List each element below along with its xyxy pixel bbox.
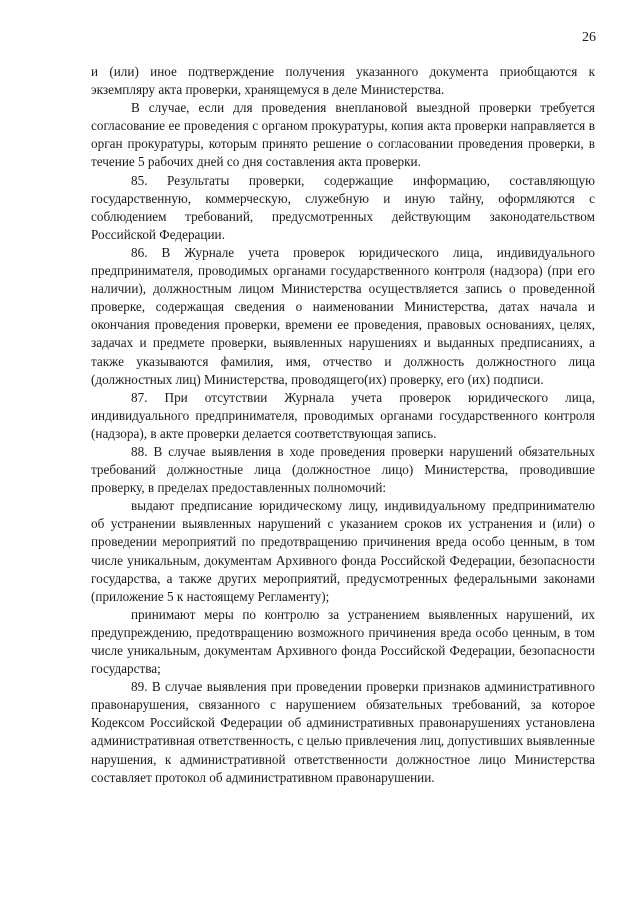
paragraph-88: 88. В случае выявления в ходе проведения проверки нарушений обязательных требований должностные лица (должностное лицо) Министерства, проводившие проверку, в пределах предоставленных полномочий: — [91, 443, 595, 496]
paragraph-88-order: выдают предписание юридическому лицу, индивидуальному предпринимателю об устранении выявленных нарушений с указанием сроков их устранения и (или) о проведении мероприятий по предотвращению причинения вреда особо ценным, в том числе уникальным, документам Архивного фонда Российской Федерации, безопасности государства, а также других мероприятий, предусмотренных федеральными законами (приложение 5 к настоящему Регламенту); — [91, 498, 595, 604]
paragraph-prosecutor-approval: В случае, если для проведения внеплановой выездной проверки требуется согласование ее проведения с органом прокуратуры, копия акта проверки направляется в орган прокуратуры, которым принято решение о согласовании проведения проверки, в течение 5 рабочих дней со дня составления акта проверки. — [91, 100, 595, 170]
paragraph-89: 89. В случае выявления при проведении проверки признаков административного правонарушения, связанного с нарушением обязательных требований, за которое Кодексом Российской Федерации об административных правонарушениях установлена административная ответственность, с целью привлечения лиц, допустивших выявленные нарушения, к административной ответственности должностное лицо Министерства составляет протокол об административном правонарушении. — [91, 679, 595, 785]
page-number: 26 — [582, 30, 596, 45]
paragraph-87: 87. При отсутствии Журнала учета проверок юридического лица, индивидуального предпринимателя, проводимых органами государственного контроля (надзора), в акте проверки делается соответствующая запись. — [91, 389, 595, 441]
paragraph-continuation: и (или) иное подтверждение получения указанного документа приобщаются к экземпляру акта проверки, хранящемуся в деле Министерства. — [91, 64, 595, 98]
paragraph-86: 86. В Журнале учета проверок юридического лица, индивидуального предпринимателя, проводимых органами государственного контроля (надзора) (при его наличии), должностным лицом Министерства осуществляется запись о проведенной проверке, содержащая сведения о наименовании Министерства, датах начала и окончания проведения проверки, времени ее проведения, правовых основаниях, целях, задачах и предмете проверки, выявленных нарушениях и выданных предписаниях, а также указываются фамилия, имя, отчество и должность должностного лица (должностных лиц) Министерства, проводящего(их) проверку, его (их) подписи. — [91, 244, 595, 387]
paragraph-88-measures: принимают меры по контролю за устранением выявленных нарушений, их предупреждению, предотвращению возможного причинения вреда особо ценным, в том числе уникальным, документам Архивного фонда Российской Федерации, безопасности государства; — [91, 606, 595, 677]
document-body — [91, 63, 595, 787]
paragraph-85: 85. Результаты проверки, содержащие информацию, составляющую государственную, коммерческую, служебную и иную тайну, оформляются с соблюдением требований, предусмотренных действующим законодательством Российской Федерации. — [91, 172, 595, 242]
